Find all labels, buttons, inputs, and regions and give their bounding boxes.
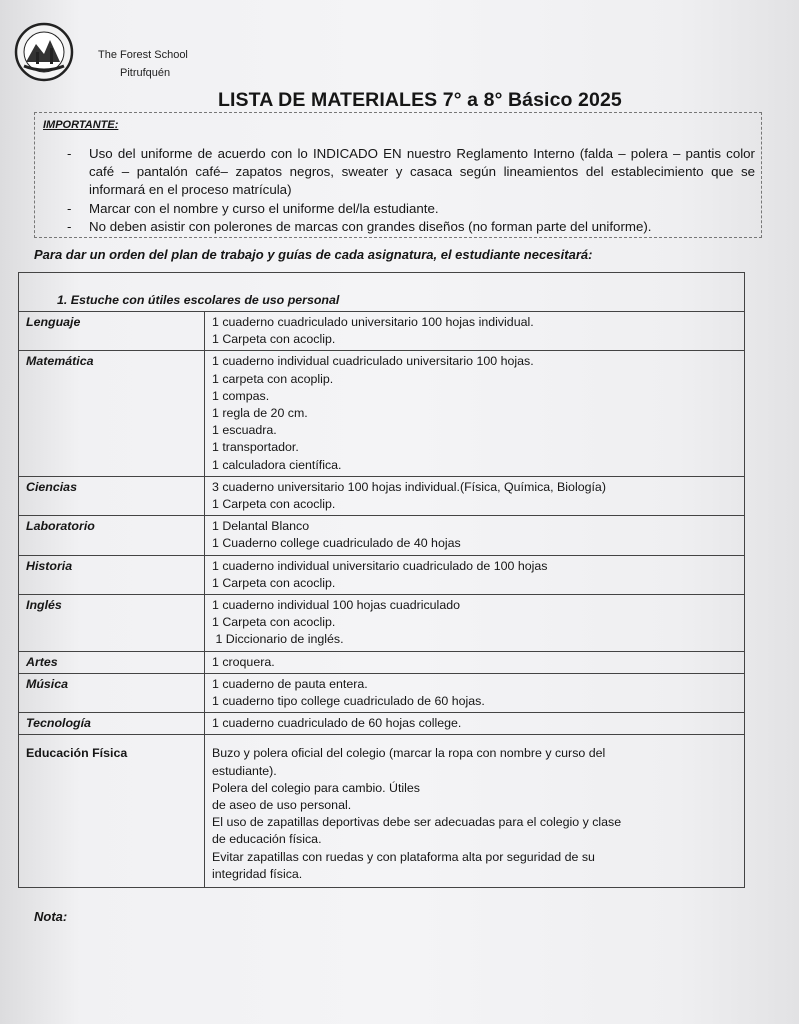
items-cell: 1 cuaderno cuadriculado de 60 hojas college. bbox=[205, 713, 745, 735]
section-heading: 1. Estuche con útiles escolares de uso personal bbox=[19, 273, 745, 312]
table-row bbox=[19, 555, 745, 594]
items-cell: 1 cuaderno de pauta entera. 1 cuaderno tipo college cuadriculado de 60 hojas. bbox=[205, 673, 745, 712]
items-cell: 1 cuaderno individual 100 hojas cuadriculado 1 Carpeta con acoclip. 1 Diccionario de inglés. bbox=[205, 595, 745, 652]
table-row bbox=[19, 673, 745, 712]
school-city: Pitrufquén bbox=[120, 67, 171, 79]
items-cell: 1 cuaderno individual universitario cuadriculado de 100 hojas 1 Carpeta con acoclip. bbox=[205, 555, 745, 594]
subject-cell: Educación Física bbox=[19, 735, 205, 888]
materials-table bbox=[18, 272, 745, 888]
subject-cell: Música bbox=[19, 673, 205, 712]
page-title: LISTA DE MATERIALES 7° a 8° Básico 2025 bbox=[218, 89, 622, 111]
important-heading: IMPORTANTE: bbox=[43, 119, 119, 131]
items-cell: Buzo y polera oficial del colegio (marcar la ropa con nombre y curso del estudiante). Polera del colegio para cambio. Útiles de aseo de uso personal. El uso de zapatillas deportivas debe ser adecuadas para el colegio y clase de educación física. Evitar zapatillas con ruedas y con plataforma alta por seguridad de su integridad física. bbox=[205, 735, 745, 888]
subject-cell: Artes bbox=[19, 651, 205, 673]
section-row bbox=[19, 273, 745, 312]
table-row bbox=[19, 476, 745, 515]
items-cell: 1 Delantal Blanco 1 Cuaderno college cuadriculado de 40 hojas bbox=[205, 516, 745, 555]
table-row bbox=[19, 735, 745, 888]
important-item: - No deben asistir con polerones de marcas con grandes diseños (no forman parte del uniforme). bbox=[67, 218, 652, 234]
table-row bbox=[19, 595, 745, 652]
subject-cell: Inglés bbox=[19, 595, 205, 652]
table-row bbox=[19, 651, 745, 673]
school-name: The Forest School bbox=[98, 49, 188, 61]
items-cell: 1 croquera. bbox=[205, 651, 745, 673]
important-item: - Uso del uniforme de acuerdo con lo INDICADO EN nuestro Reglamento Interno (falda – polera – pantis color café – pantalón café– zapatos negros, sweater y casaca según lineamientos del establecimiento que se informará en el proceso matrícula) bbox=[67, 146, 755, 198]
table-row bbox=[19, 312, 745, 351]
school-logo bbox=[14, 22, 74, 82]
items-cell: 1 cuaderno individual cuadriculado universitario 100 hojas. 1 carpeta con acoplip. 1 compas. 1 regla de 20 cm. 1 escuadra. 1 transportador. 1 calculadora científica. bbox=[205, 351, 745, 476]
note-label: Nota: bbox=[34, 909, 68, 924]
school-header bbox=[98, 46, 188, 82]
important-item: - Marcar con el nombre y curso el uniforme del/la estudiante. bbox=[67, 200, 439, 216]
intro-text: Para dar un orden del plan de trabajo y guías de cada asignatura, el estudiante necesitará: bbox=[34, 247, 593, 262]
important-box bbox=[34, 112, 762, 238]
items-cell: 1 cuaderno cuadriculado universitario 100 hojas individual. 1 Carpeta con acoclip. bbox=[205, 312, 745, 351]
items-cell: 3 cuaderno universitario 100 hojas individual.(Física, Química, Biología) 1 Carpeta con acoclip. bbox=[205, 476, 745, 515]
subject-cell: Lenguaje bbox=[19, 312, 205, 351]
table-row bbox=[19, 351, 745, 476]
subject-cell: Laboratorio bbox=[19, 516, 205, 555]
important-list bbox=[67, 145, 755, 236]
table-row bbox=[19, 713, 745, 735]
subject-cell: Tecnología bbox=[19, 713, 205, 735]
table-row bbox=[19, 516, 745, 555]
subject-cell: Historia bbox=[19, 555, 205, 594]
subject-cell: Matemática bbox=[19, 351, 205, 476]
subject-cell: Ciencias bbox=[19, 476, 205, 515]
